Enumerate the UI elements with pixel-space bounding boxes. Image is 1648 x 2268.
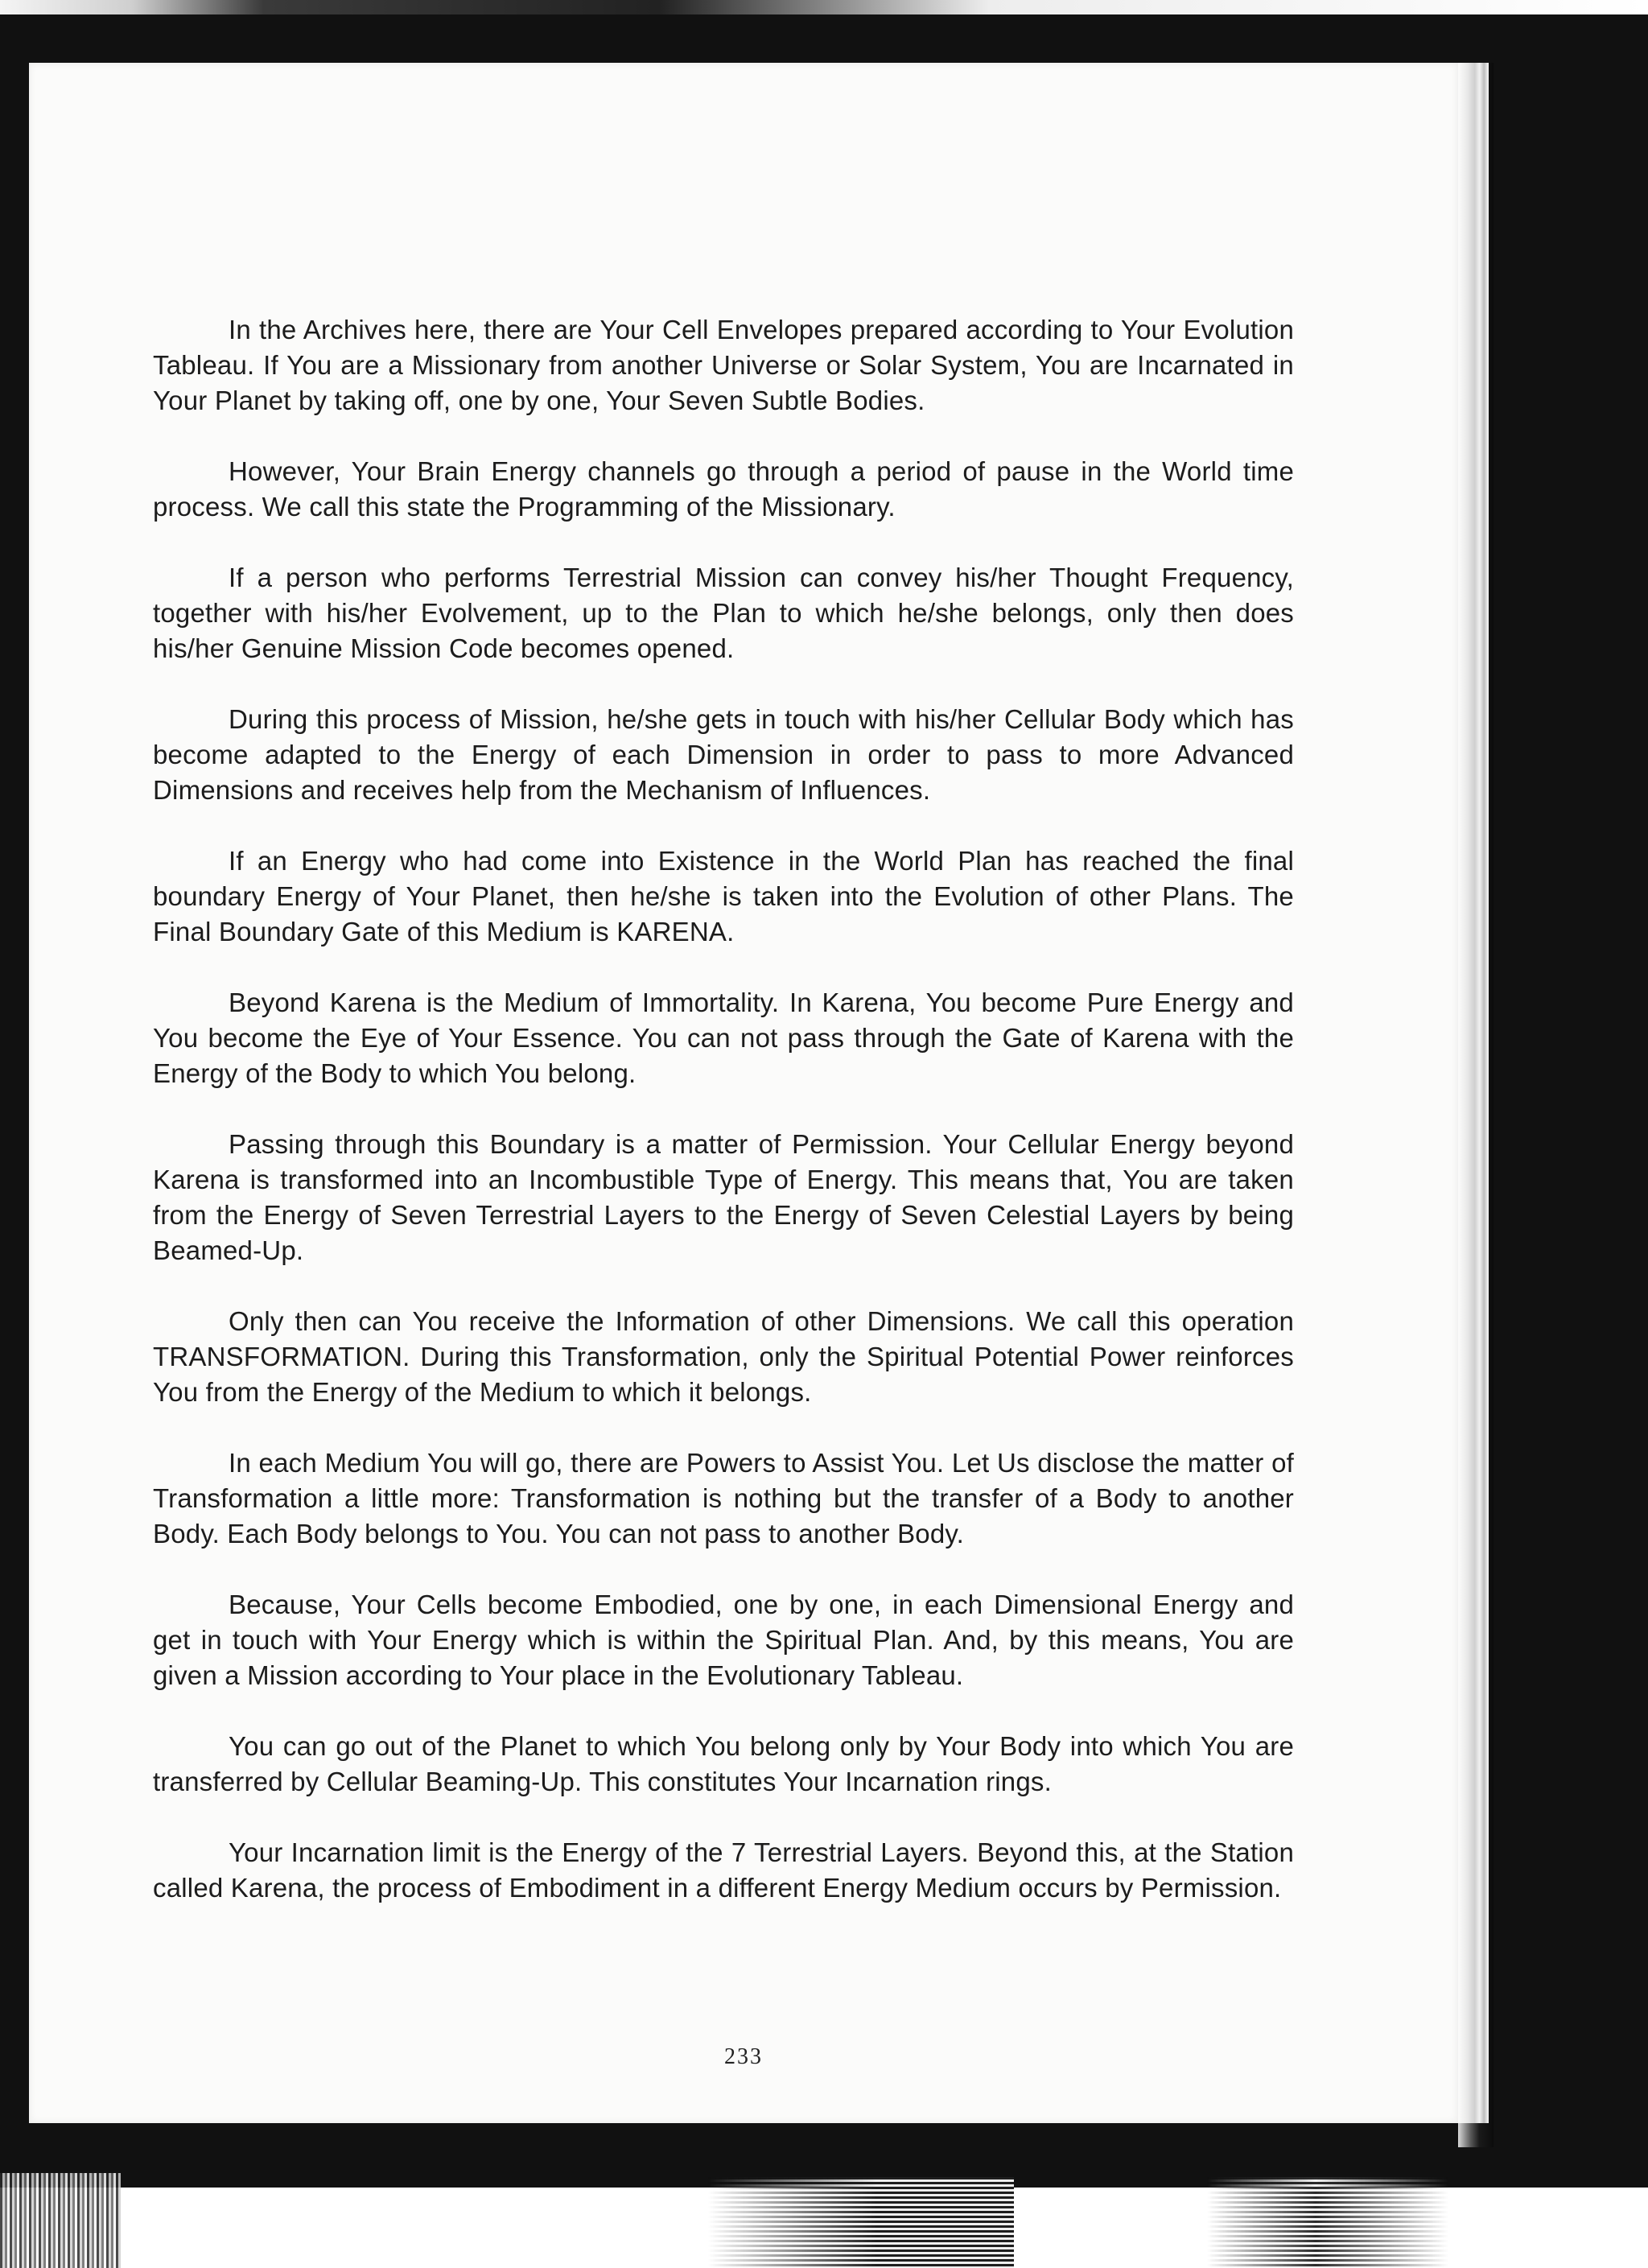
- paragraph: Passing through this Boundary is a matter of Permission. Your Cellular Energy beyond Karena is transformed into an Incombustible Type of Energy. This means that, You are taken from the Energy of Seven Terrestrial Layers to the Energy of Seven Celestial Layers by being Beamed-Up.: [153, 1129, 1294, 1265]
- paragraph: Beyond Karena is the Medium of Immortality. In Karena, You become Pure Energy and You become the Eye of Your Essence. You can not pass through the Gate of Karena with the Energy of the Body to which You belong.: [153, 988, 1294, 1088]
- scan-streak-artifact: [0, 2173, 121, 2268]
- page-edge: [1458, 63, 1489, 2123]
- paragraph: Because, Your Cells become Embodied, one by one, in each Dimensional Energy and get in touch with Your Energy which is within the Spiritual Plan. And, by this means, You are given a Mission according to Your place in the Evolutionary Tableau.: [153, 1590, 1294, 1690]
- page-number: 233: [724, 2044, 763, 2069]
- body-text: [153, 312, 1294, 1941]
- scan-streak-artifact: [708, 2177, 1014, 2268]
- paragraph: However, Your Brain Energy channels go through a period of pause in the World time process. We call this state the Programming of the Missionary.: [153, 456, 1294, 522]
- paragraph: In each Medium You will go, there are Powers to Assist You. Let Us disclose the matter of Transformation a little more: Transformation is nothing but the transfer of a Body to another Body. Each Body belongs to You. You can not pass to another Body.: [153, 1448, 1294, 1548]
- scan-streak-artifact: [1207, 2177, 1448, 2268]
- paragraph: In the Archives here, there are Your Cell Envelopes prepared according to Your Evolution Tableau. If You are a Missionary from another Universe or Solar System, You are Incarnated in Your Planet by taking off, one by one, Your Seven Subtle Bodies.: [153, 315, 1294, 415]
- paragraph: Only then can You receive the Information of other Dimensions. We call this operation TRANSFORMATION. During this Transformation, only the Spiritual Potential Power reinforces You from the Energy of the Medium to which it belongs.: [153, 1306, 1294, 1407]
- book-page: [29, 63, 1458, 2123]
- paragraph: During this process of Mission, he/she gets in touch with his/her Cellular Body which has become adapted to the Energy of each Dimension in order to pass to more Advanced Dimensions and receives help from the Mechanism of Influences.: [153, 704, 1294, 805]
- paragraph: If a person who performs Terrestrial Mission can convey his/her Thought Frequency, together with his/her Evolvement, up to the Plan to which he/she belongs, only then does his/her Genuine Mission Code becomes opened.: [153, 563, 1294, 663]
- paragraph: If an Energy who had come into Existence in the World Plan has reached the final boundary Energy of Your Planet, then he/she is taken into the Evolution of other Plans. The Final Boundary Gate of this Medium is KARENA.: [153, 846, 1294, 946]
- paragraph: You can go out of the Planet to which You belong only by Your Body into which You are transferred by Cellular Beaming-Up. This constitutes Your Incarnation rings.: [153, 1731, 1294, 1796]
- paragraph: Your Incarnation limit is the Energy of the 7 Terrestrial Layers. Beyond this, at the Station called Karena, the process of Embodiment in a different Energy Medium occurs by Permission.: [153, 1837, 1294, 1903]
